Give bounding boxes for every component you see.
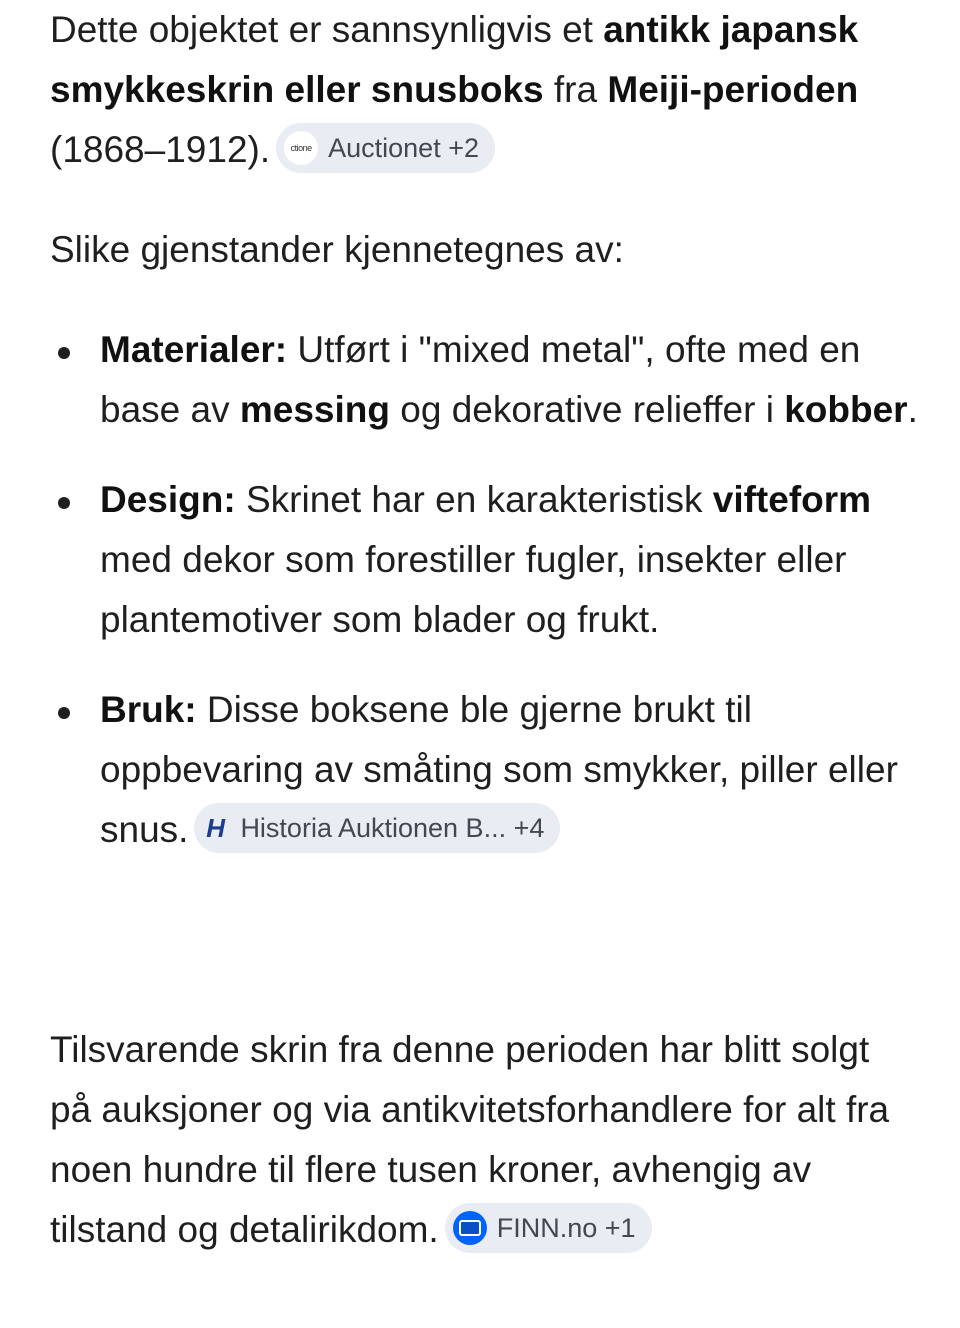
- historia-logo-icon: H: [206, 813, 225, 844]
- list-item-bold: messing: [239, 389, 390, 430]
- list-item-materials: [50, 320, 920, 440]
- list-item-text: med dekor som forestiller fugler, insekter eller plantemotiver som blader og frukt.: [100, 539, 847, 640]
- list-item-label: Bruk:: [100, 689, 197, 730]
- intro-paragraph: [50, 0, 920, 180]
- source-chip-auctionet[interactable]: [276, 123, 495, 173]
- intro-bold-2: Meiji-perioden: [607, 69, 859, 110]
- list-item-text: .: [907, 389, 918, 430]
- intro-text-2: fra: [543, 69, 608, 110]
- bullet-dot: [58, 707, 70, 719]
- feature-list: [50, 320, 920, 890]
- list-item-usage: [50, 680, 920, 860]
- list-item-design: [50, 470, 920, 650]
- source-chip-label: FINN.no +1: [496, 1213, 636, 1244]
- list-item-label: Design:: [100, 479, 236, 520]
- bullet-dot: [58, 347, 70, 359]
- list-item-label: Materialer:: [100, 329, 288, 370]
- closing-paragraph: [50, 1020, 920, 1260]
- list-item-text: Utført i "mixed metal", ofte med en base av: [100, 329, 861, 430]
- bullet-dot: [58, 497, 70, 509]
- intro-text-3: (1868–1912).: [50, 129, 271, 170]
- source-chip-label: Historia Auktionen B... +4: [240, 813, 545, 844]
- source-chip-historia[interactable]: [194, 803, 560, 853]
- closing-text: Tilsvarende skrin fra denne perioden har blitt solgt på auksjoner og via antikvitetsforhandlere for alt fra noen hundre til flere tusen kroner, avhengig av tilstand og detalirikdom.: [50, 1029, 890, 1250]
- list-item-text: og dekorative relieffer i: [390, 389, 785, 430]
- auctionet-logo-icon: ctione: [284, 131, 318, 165]
- list-item-text: Skrinet har en karakteristisk: [235, 479, 713, 520]
- source-chip-finn[interactable]: [445, 1203, 652, 1253]
- source-chip-label: Auctionet +2: [328, 133, 479, 164]
- list-item-bold: kobber: [784, 389, 908, 430]
- lead-paragraph: Slike gjenstander kjennetegnes av:: [50, 229, 624, 270]
- finn-logo-icon: [453, 1211, 487, 1245]
- list-item-bold: vifteform: [712, 479, 872, 520]
- list-item-text: Disse boksene ble gjerne brukt til oppbevaring av småting som smykker, piller eller snus.: [100, 689, 898, 850]
- intro-bold-1: antikk japansk smykkeskrin eller snusboks: [50, 9, 859, 110]
- response-content: [50, 0, 920, 1304]
- intro-text-1: Dette objektet er sannsynligvis et: [50, 9, 604, 50]
